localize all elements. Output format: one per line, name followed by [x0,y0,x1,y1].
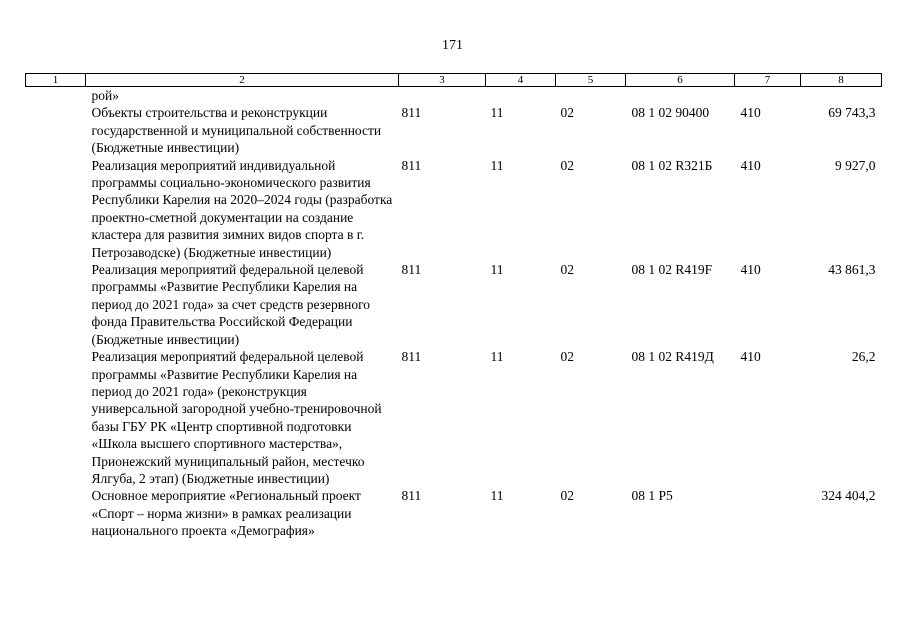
table-row [26,261,882,348]
row-csr: 08 1 02 90400 [631,105,710,121]
table-row [26,348,882,487]
row-name: Объекты строительства и реконструкции государственной и муниципальной собственности (Бюджетные инвестиции) [91,105,382,156]
budget-table [25,73,882,540]
cell-empty [26,487,86,539]
row-podrazdel: 02 [560,157,574,173]
row-grbs: 811 [401,349,422,365]
header-col-2: 2 [86,74,399,87]
header-col-4: 4 [486,74,556,87]
row-csr: 08 1 02 R321Б [631,157,713,173]
cell-empty [26,348,86,487]
row-name: Реализация мероприятий индивидуальной программы социально-экономического развития Республики Карелия на 2020–2024 годы (разработка проектно-сметной документации на создание кластера для развития зимних видов спорта в г. Петрозаводске) (Бюджетные инвестиции) [91,157,393,260]
table-body [26,87,882,540]
continuation-text: рой» [91,88,119,103]
table-header [26,74,882,87]
cell-empty [26,104,86,156]
row-podrazdel: 02 [560,349,574,365]
row-razdel: 11 [490,349,504,365]
row-csr: 08 1 02 R419Д [631,349,714,365]
row-sum: 43 861,3 [828,262,876,278]
row-grbs: 811 [401,105,422,121]
cell-empty [26,261,86,348]
page-number: 171 [442,38,463,53]
row-sum: 9 927,0 [835,157,876,173]
row-vr: 410 [740,262,761,278]
row-grbs: 811 [401,488,422,504]
row-vr: 410 [740,157,761,173]
row-razdel: 11 [490,105,504,121]
row-vr: 410 [740,105,761,121]
row-podrazdel: 02 [560,105,574,121]
header-row [26,74,882,87]
row-name: Реализация мероприятий федеральной целевой программы «Развитие Республики Карелия на период до 2021 года» за счет средств резервного фонда Правительства Российской Федерации (Бюджетные инвестиции) [91,262,371,347]
cell-empty [26,87,86,105]
row-name: Реализация мероприятий федеральной целевой программы «Развитие Республики Карелия на период до 2021 года» (реконструкция универсальной загородной учебно-тренировочной базы ГБУ РК «Центр спортивной подготовки «Школа высшего спортивного мастерства», Прионежский муниципальный район, местечко Ялгуба, 2 этап) (Бюджетные инвестиции) [91,349,382,486]
row-sum: 26,2 [851,349,876,365]
table-row [26,157,882,261]
row-grbs: 811 [401,262,422,278]
row-razdel: 11 [490,157,504,173]
row-csr: 08 1 02 R419F [631,262,713,278]
header-col-3: 3 [399,74,486,87]
cell-empty [399,87,486,105]
row-name: Основное мероприятие «Региональный проект «Спорт – норма жизни» в рамках реализации национального проекта «Демография» [91,488,361,539]
row-vr: 410 [740,349,761,365]
row-razdel: 11 [490,488,504,504]
header-col-8: 8 [801,74,882,87]
header-col-6: 6 [626,74,735,87]
cell-empty [801,87,882,105]
row-sum: 69 743,3 [828,105,876,121]
cell-empty [556,87,626,105]
continuation-row [26,87,882,105]
row-grbs: 811 [401,157,422,173]
cell-empty [26,157,86,261]
row-razdel: 11 [490,262,504,278]
row-csr: 08 1 P5 [631,488,673,504]
cell-empty [626,87,735,105]
row-vr [735,487,801,539]
row-podrazdel: 02 [560,488,574,504]
cell-empty [486,87,556,105]
row-podrazdel: 02 [560,262,574,278]
cell-empty [735,87,801,105]
table-row [26,104,882,156]
header-col-5: 5 [556,74,626,87]
header-col-7: 7 [735,74,801,87]
header-col-1: 1 [26,74,86,87]
table-row [26,487,882,539]
row-sum: 324 404,2 [821,488,876,504]
